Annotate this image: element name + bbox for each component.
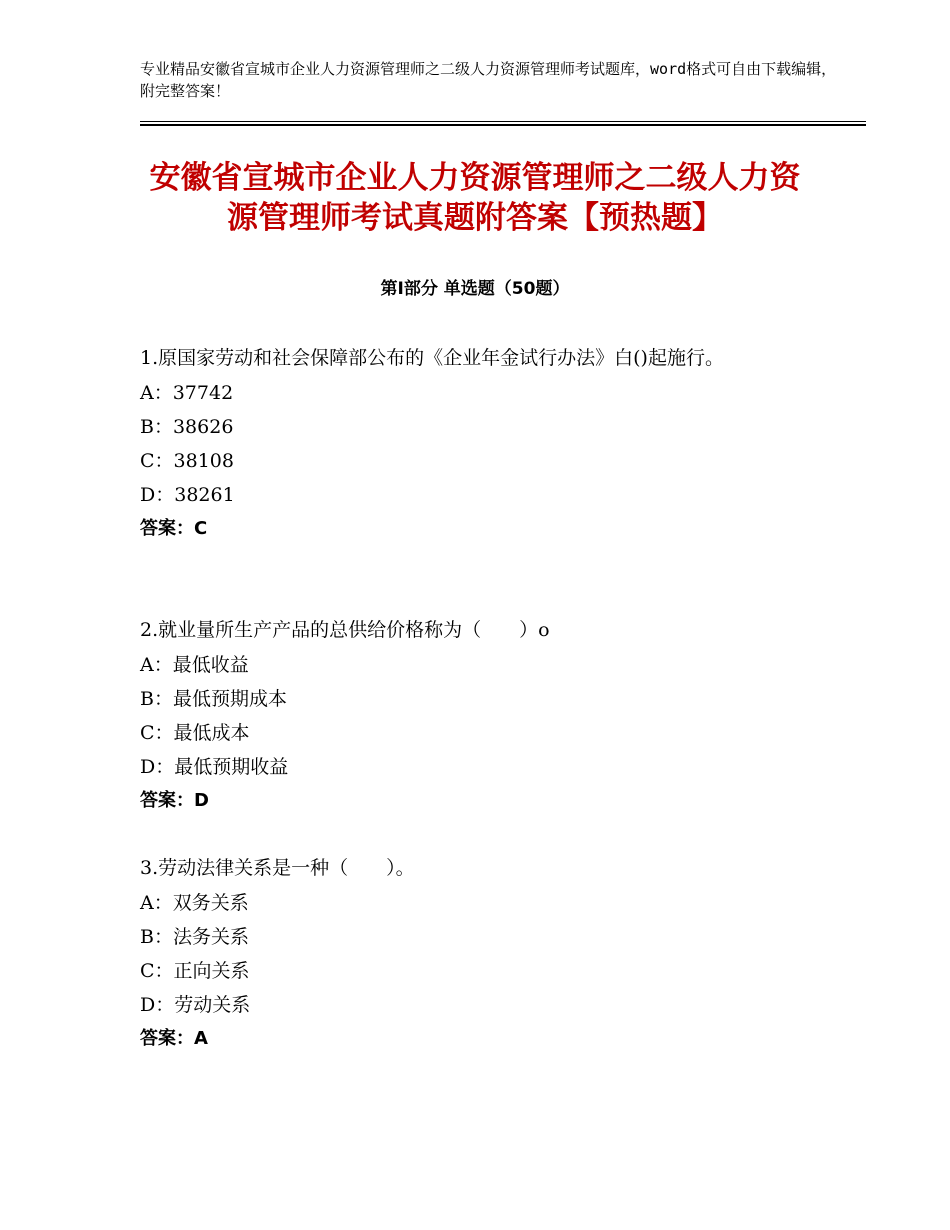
answer-label: 答案：D — [140, 790, 209, 811]
option-d: D：最低预期收益 — [140, 756, 289, 778]
option-b: B：最低预期成本 — [140, 688, 287, 710]
option-b: B：法务关系 — [140, 926, 249, 948]
header-divider-thin — [140, 121, 866, 122]
option-b: B：38626 — [140, 416, 234, 438]
option-c: C：正向关系 — [140, 960, 250, 982]
option-c: C：38108 — [140, 450, 234, 472]
answer-label: 答案：A — [140, 1028, 208, 1049]
header-note: 专业精品安徽省宣城市企业人力资源管理师之二级人力资源管理师考试题库，word格式可自由下载编辑，附完整答案！ — [140, 60, 837, 100]
header-divider-thick — [140, 124, 866, 126]
question-stem: 3.劳动法律关系是一种（ ）。 — [140, 857, 415, 879]
section-title: 第Ⅰ部分 单选题（50题） — [380, 279, 570, 299]
option-a: A：双务关系 — [140, 892, 249, 914]
option-a: A：37742 — [140, 382, 234, 404]
option-c: C：最低成本 — [140, 722, 250, 744]
question-1 — [140, 342, 800, 546]
answer-label: 答案：C — [140, 518, 208, 539]
document-title: 安徽省宣城市企业人力资源管理师之二级人力资源管理师考试真题附答案【预热题】 — [149, 160, 801, 236]
option-d: D：劳动关系 — [140, 994, 251, 1016]
question-2 — [140, 614, 800, 818]
question-stem: 2.就业量所生产产品的总供给价格称为（ ）o — [140, 619, 550, 641]
option-a: A：最低收益 — [140, 654, 249, 676]
option-d: D：38261 — [140, 484, 235, 506]
question-3 — [140, 852, 800, 1056]
question-stem: 1.原国家劳动和社会保障部公布的《企业年金试行办法》白()起施行。 — [140, 347, 724, 369]
